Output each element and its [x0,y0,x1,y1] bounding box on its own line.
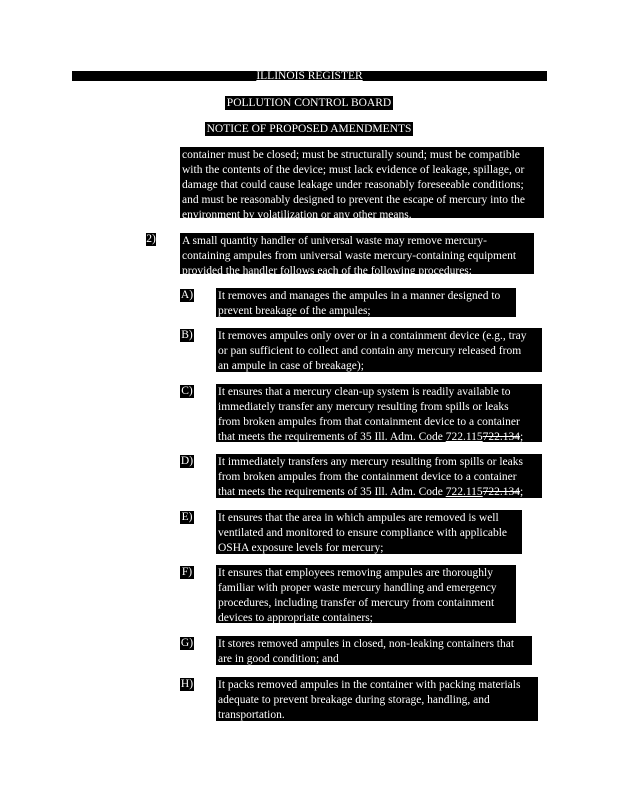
item-c: It ensures that a mercury clean-up system is readily available to immediately transfer any mercury resulting from spills or leaks from broken ampules from that containment device to a container that meets the requirements of 35 Ill. Adm. Code 722.115722.134; [216,384,542,442]
item-label-d: D) [180,455,194,467]
item-b: It removes ampules only over or in a containment device (e.g., tray or pan sufficient to collect and contain any mercury released from an ampule in case of breakage); [216,328,542,372]
section-label: 2) [146,233,156,245]
notice-title: NOTICE OF PROPOSED AMENDMENTS [206,123,412,135]
item-f: It ensures that employees removing ampules are thoroughly familiar with proper waste mercury handling and emergency procedures, including transfer of mercury from containment devices to appropriate containers; [216,565,516,623]
section-paragraph: A small quantity handler of universal waste may remove mercury- containing ampules from universal waste mercury-containing equipment provided the handler follows each of the following procedures: [180,233,534,274]
item-label-e: E) [181,511,193,523]
item-h: It packs removed ampules in the container with packing materials adequate to prevent breakage during storage, handling, and transportation. [216,677,538,721]
item-label-b: B) [181,329,193,341]
item-a: It removes and manages the ampules in a manner designed to prevent breakage of the ampules; [216,288,516,317]
item-label-h: H) [180,678,194,690]
item-d: It immediately transfers any mercury resulting from spills or leaks from broken ampules from the containment device to a container that meets the requirements of 35 Ill. Adm. Code 722.115722.134; [216,454,542,498]
item-g: It stores removed ampules in closed, non-leaking containers that are in good condition; and [216,636,532,665]
board-title: POLLUTION CONTROL BOARD [226,97,392,109]
continuation-paragraph: container must be closed; must be structurally sound; must be compatible with the contents of the device; must lack evidence of leakage, spillage, or damage that could cause leakage under reasonably foreseeable conditions; and must be reasonably designed to prevent the escape of mercury into the environment by volatilization or any other means. [180,147,544,218]
item-label-g: G) [180,637,194,649]
item-label-c: C) [181,385,193,397]
item-e: It ensures that the area in which ampules are removed is well ventilated and monitored to ensure compliance with applicable OSHA exposure levels for mercury; [216,510,522,554]
register-title: ILLINOIS REGISTER [256,70,363,82]
item-label-f: F) [181,566,193,578]
item-label-a: A) [180,289,194,301]
